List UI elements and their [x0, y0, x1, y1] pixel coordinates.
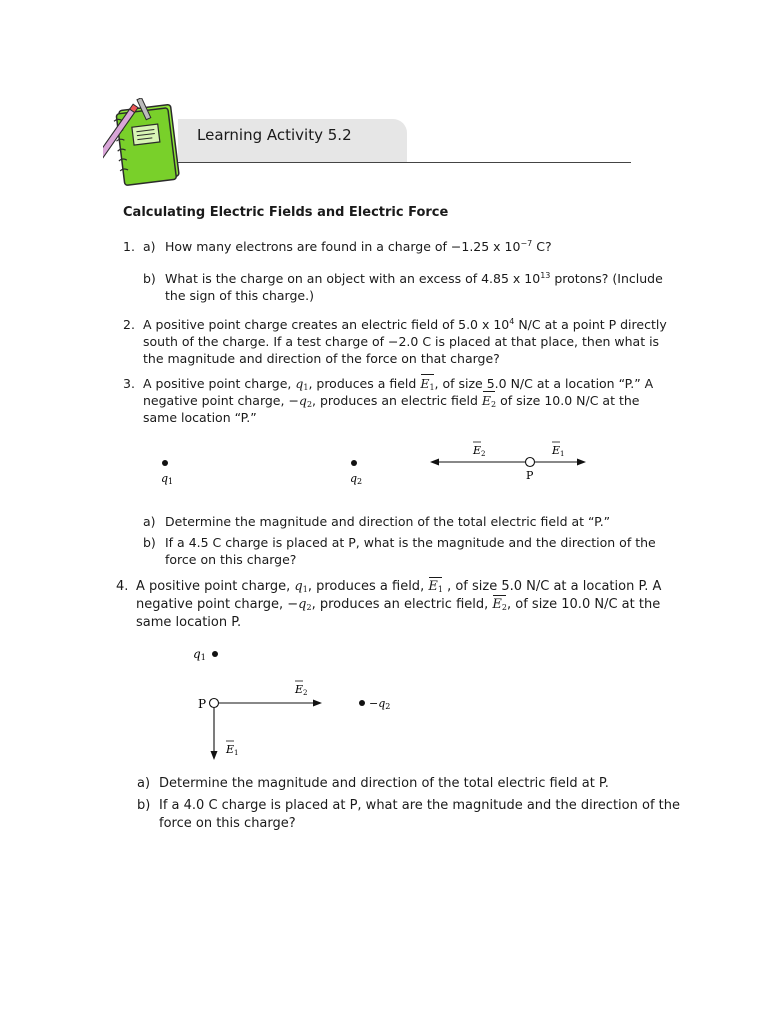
field-e2-label: E2 — [473, 444, 486, 458]
q2-symbol: $q_2$ — [298, 393, 313, 409]
e1-vector-symbol: $E_1$ — [428, 579, 443, 594]
point-p-label: P — [198, 697, 207, 711]
section-heading: Calculating Electric Fields and Electric Force — [123, 205, 449, 220]
charge-q2-label: q2 — [350, 472, 363, 486]
e2-vector-symbol: $E_2$ — [481, 393, 497, 409]
title-rule — [178, 162, 631, 163]
charge-q2-dot — [359, 700, 365, 706]
question-3-parts: a) Determine the magnitude and direction of the total electric field at “P.” b) If a 4.5 C charge is placed at P, what is the magnitude and the direction of the force on this charge? — [143, 514, 656, 567]
activity-title: Learning Activity 5.2 — [197, 126, 352, 144]
question-1 — [123, 238, 683, 255]
charge-q1-label: q1 — [193, 647, 206, 662]
point-p-label: P — [526, 469, 534, 482]
charge-q1-dot — [212, 651, 218, 657]
question-4-figure — [185, 640, 425, 770]
q2-symbol: $q_2$ — [298, 597, 312, 612]
q1-symbol: $q_1$ — [295, 376, 309, 392]
charge-q1-label: q1 — [161, 472, 174, 486]
field-e1-label: E1 — [226, 743, 239, 757]
question-3: 3. A positive point charge, $q_1$, produces a field $E_1$, of size 5.0 N/C at a location “P.” A negative point charge, $-q_2$, produces an electric field $E_2$ of size 10.0 N/C at the same location “P.” — [123, 376, 654, 425]
question-1-part-a: 1. a) How many electrons are found in a charge of −1.25 x $10^{-7}$ C? — [123, 239, 552, 254]
q1-symbol: $q_1$ — [294, 579, 308, 594]
question-4-parts: a) Determine the magnitude and direction of the total electric field at P. b) If a 4.0 C charge is placed at P, what are the magnitude and the direction of the force on this charge? — [137, 776, 680, 831]
point-p-marker — [526, 458, 535, 467]
charge-q2-label: −q2 — [369, 697, 391, 711]
charge-q1-dot — [162, 460, 168, 466]
question-2: 2. A positive point charge creates an electric field of 5.0 x $10^4$ N/C at a point P directly south of the charge. If a test charge of −2.0 C is placed at that place, then what is the magnitude and direction of the force on that charge? — [123, 317, 667, 366]
charge-q2-dot — [351, 460, 357, 466]
question-3-figure — [140, 436, 610, 492]
notebook-icon — [103, 98, 183, 190]
question-1-part-b: b) What is the charge on an object with an excess of 4.85 x $10^{13}$ protons? (Include the sign of this charge.) — [143, 271, 663, 303]
e2-vector-symbol: $E_2$ — [492, 597, 507, 612]
e1-vector-symbol: $E_1$ — [420, 376, 435, 392]
question-4: 4. A positive point charge, $q_1$, produces a field, $E_1$ , of size 5.0 N/C at a location P. A negative point charge, $-q_2$, produces an electric field, $E_2$, of size 10.0 N/C at the same location P. — [116, 579, 662, 630]
field-e2-label: E2 — [295, 683, 308, 697]
field-e1-label: E1 — [552, 444, 565, 458]
point-p-marker — [210, 699, 219, 708]
